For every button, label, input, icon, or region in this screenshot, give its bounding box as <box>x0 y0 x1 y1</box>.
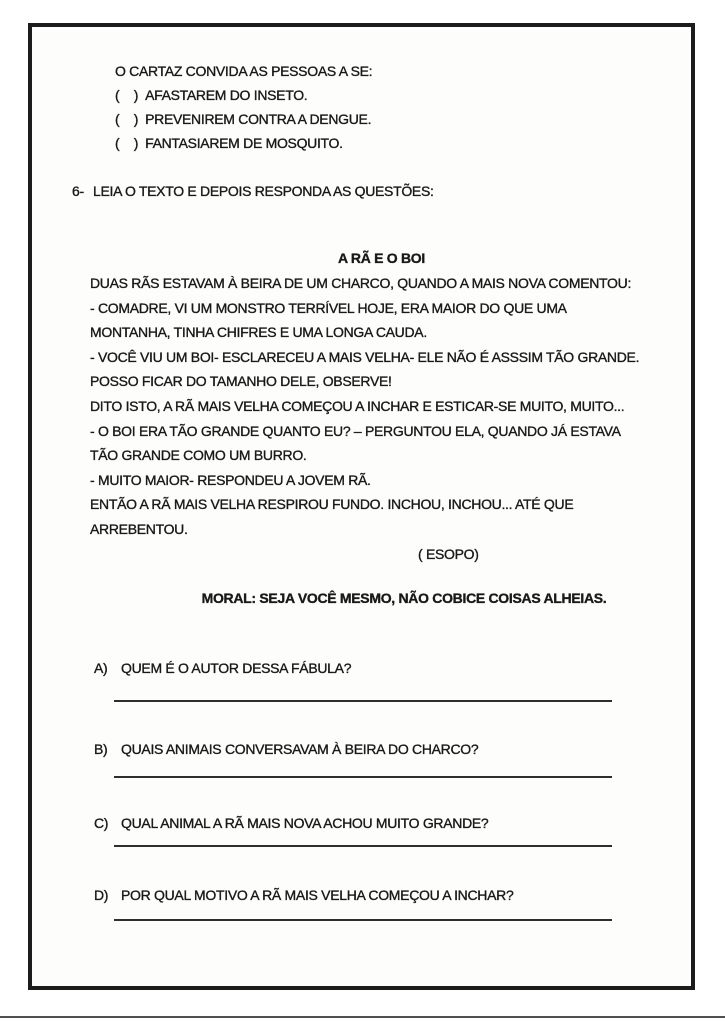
subquestion-text: QUEM É O AUTOR DESSA FÁBULA? <box>121 660 352 677</box>
question-instruction: LEIA O TEXTO E DEPOIS RESPONDA AS QUESTÕES: <box>93 183 434 199</box>
answer-blank-line <box>114 700 612 702</box>
option-label: AFASTAREM DO INSETO. <box>145 87 308 103</box>
worksheet-content <box>32 27 691 921</box>
fable-text-line: POSSO FICAR DO TAMANHO DELE, OBSERVE! <box>90 373 392 390</box>
fable-attribution: ( ESOPO) <box>418 545 479 562</box>
subquestion-letter: A) <box>94 660 108 677</box>
subquestion-letter: B) <box>94 741 108 758</box>
fable-text-line: - COMADRE, VI UM MONSTRO TERRÍVEL HOJE, ERA MAIOR DO QUE UMA <box>90 299 567 316</box>
answer-blank-line <box>114 919 612 921</box>
fable-text-line: DUAS RÃS ESTAVAM À BEIRA DE UM CHARCO, QUANDO A MAIS NOVA COMENTOU: <box>90 275 632 291</box>
subquestion-text: QUAL ANIMAL A RÃ MAIS NOVA ACHOU MUITO GRANDE? <box>121 815 489 832</box>
page-separator-line <box>0 1016 725 1018</box>
fable-text-line: MONTANHA, TINHA CHIFRES E UMA LONGA CAUDA. <box>90 324 427 341</box>
fable-text-line: - O BOI ERA TÃO GRANDE QUANTO EU? – PERGUNTOU ELA, QUANDO JÁ ESTAVA <box>90 422 621 439</box>
fable-block <box>90 246 673 610</box>
fable-title: A RÃ E O BOI <box>338 250 425 266</box>
fable-text <box>90 271 673 542</box>
answer-option <box>115 131 673 155</box>
question-6-heading <box>72 179 673 203</box>
subquestion-text: QUAIS ANIMAIS CONVERSAVAM À BEIRA DO CHARCO? <box>121 741 479 758</box>
subquestion-a <box>94 656 673 680</box>
fable-text-line: - VOCÊ VIU UM BOI- ESCLARECEU A MAIS VELHA- ELE NÃO É ASSSIM TÃO GRANDE. <box>90 348 640 365</box>
subquestion-c <box>94 811 673 835</box>
fable-text-line: - MUITO MAIOR- RESPONDEU A JOVEM RÃ. <box>90 471 371 488</box>
fable-text-line: DITO ISTO, A RÃ MAIS VELHA COMEÇOU A INCHAR E ESTICAR-SE MUITO, MUITO... <box>90 397 625 414</box>
fable-moral: MORAL: SEJA VOCÊ MESMO, NÃO COBICE COISAS ALHEIAS. <box>201 590 607 607</box>
checkbox-blank: ( ) <box>115 111 139 127</box>
answer-option <box>115 107 673 131</box>
poster-question-prompt: O CARTAZ CONVIDA AS PESSOAS A SE: <box>115 63 373 79</box>
poster-question-block <box>115 59 673 155</box>
subquestion-d <box>94 883 673 907</box>
option-label: FANTASIAREM DE MOSQUITO. <box>145 135 343 151</box>
option-label: PREVENIREM CONTRA A DENGUE. <box>145 111 372 127</box>
checkbox-blank: ( ) <box>115 135 139 151</box>
subquestion-letter: D) <box>94 887 109 904</box>
answer-blank-line <box>114 776 612 778</box>
question-number: 6- <box>72 183 84 199</box>
answer-option <box>115 83 673 107</box>
fable-text-line: TÃO GRANDE COMO UM BURRO. <box>90 447 307 464</box>
subquestion-b <box>94 737 673 761</box>
subquestion-text: POR QUAL MOTIVO A RÃ MAIS VELHA COMEÇOU A INCHAR? <box>121 887 514 904</box>
answer-blank-line <box>114 845 612 847</box>
fable-text-line: ARREBENTOU. <box>90 520 188 537</box>
fable-text-line: ENTÃO A RÃ MAIS VELHA RESPIROU FUNDO. INCHOU, INCHOU... ATÉ QUE <box>90 496 574 513</box>
worksheet-border <box>28 23 695 990</box>
subquestion-letter: C) <box>94 815 109 832</box>
checkbox-blank: ( ) <box>115 87 139 103</box>
